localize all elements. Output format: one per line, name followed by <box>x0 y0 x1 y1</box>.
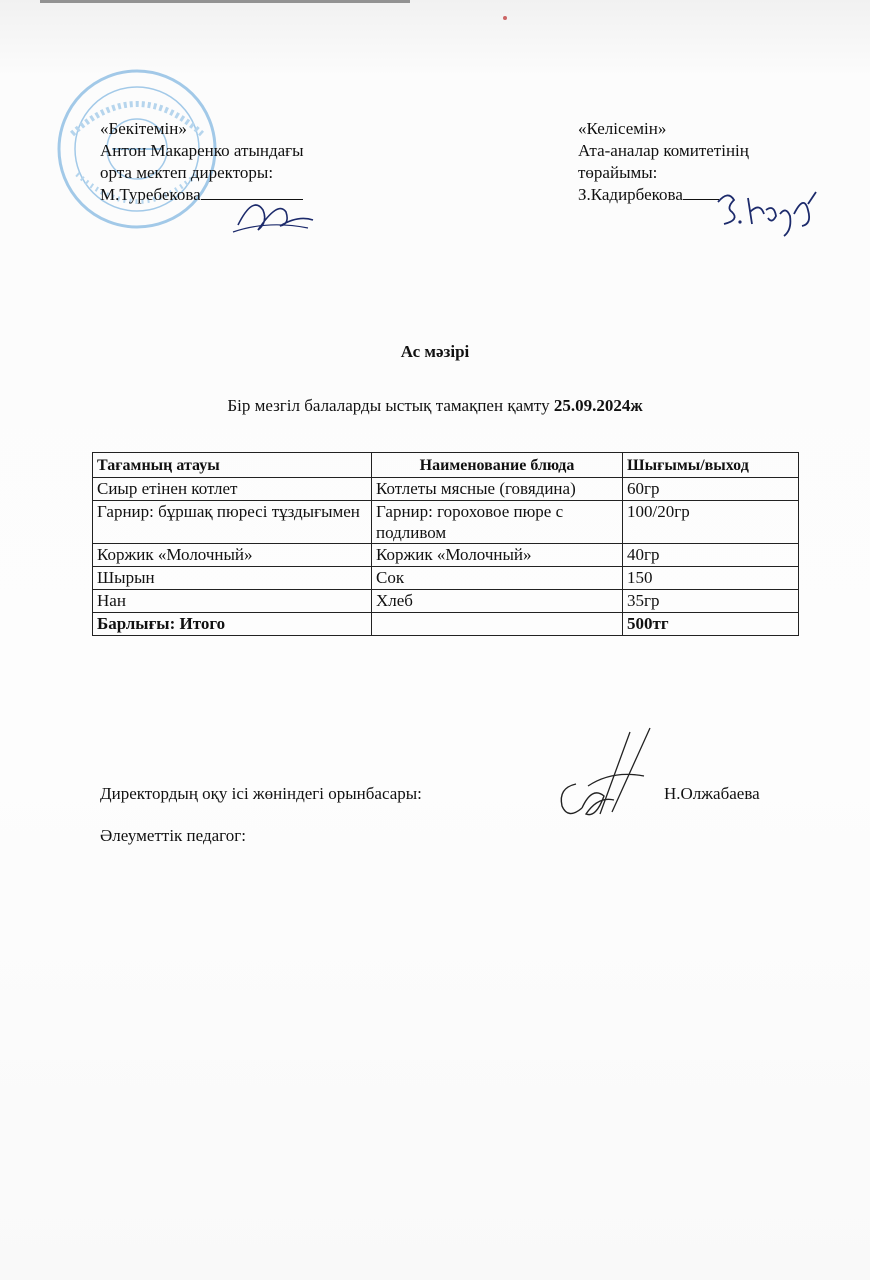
cell-russian-name: Коржик «Молочный» <box>372 544 623 567</box>
deputy-label: Директордың оқу ісі жөніндегі орынбасары: <box>100 784 422 803</box>
approval-left-heading: «Бекітемін» <box>100 119 187 138</box>
table-row <box>93 590 799 613</box>
table-row <box>93 478 799 501</box>
cell-yield: 100/20гр <box>623 501 799 544</box>
cell-kazakh-name: Коржик «Молочный» <box>93 544 372 567</box>
cell-yield: 150 <box>623 567 799 590</box>
page-title: Ас мәзірі <box>400 342 470 361</box>
approval-right-heading: «Келісемін» <box>578 119 667 138</box>
cell-russian-name: Хлеб <box>372 590 623 613</box>
cell-yield: 35гр <box>623 590 799 613</box>
menu-date: 25.09.2024ж <box>553 396 643 415</box>
table-row <box>93 501 799 544</box>
header-kazakh-name: Тағамның атауы <box>93 453 372 478</box>
cell-yield: 40гр <box>623 544 799 567</box>
approval-left-role: орта мектеп директоры: <box>100 163 274 182</box>
approval-left-school: Антон Макаренко атындағы <box>100 141 304 160</box>
scan-edge <box>40 0 410 3</box>
cell-kazakh-name: Сиыр етінен котлет <box>93 478 372 501</box>
cell-kazakh-name: Шырын <box>93 567 372 590</box>
cell-kazakh-name: Гарнир: бұршақ пюресі тұздығымен <box>93 501 372 544</box>
header-russian-name: Наименование блюда <box>372 453 623 478</box>
cell-russian-name: Котлеты мясные (говядина) <box>372 478 623 501</box>
total-empty-cell <box>372 613 623 636</box>
chair-signature-icon <box>712 184 822 240</box>
header-yield: Шығымы/выход <box>623 453 799 478</box>
director-signature-icon <box>228 190 318 240</box>
subtitle-text: Бір мезгіл балаларды ыстық тамақпен қамту <box>227 396 554 415</box>
total-label: Барлығы: Итого <box>93 613 372 636</box>
approval-right-name: З.Кадирбекова <box>578 185 683 204</box>
table-row <box>93 544 799 567</box>
approval-right-role: төрайымы: <box>578 163 658 182</box>
total-value: 500тг <box>623 613 799 636</box>
cell-kazakh-name: Нан <box>93 590 372 613</box>
ink-speck <box>503 16 507 20</box>
cell-russian-name: Сок <box>372 567 623 590</box>
cell-yield: 60гр <box>623 478 799 501</box>
social-pedagogue-label: Әлеуметтік педагог: <box>100 826 246 845</box>
deputy-name: Н.Олжабаева <box>664 784 760 803</box>
table-header-row <box>93 453 799 478</box>
deputy-signature-icon <box>552 726 664 826</box>
table-total-row <box>93 613 799 636</box>
menu-table <box>92 452 799 636</box>
table-row <box>93 567 799 590</box>
page-subtitle <box>0 396 870 416</box>
cell-russian-name: Гарнир: гороховое пюре с подливом <box>372 501 623 544</box>
approval-right-committee: Ата-аналар комитетінің <box>578 141 749 160</box>
approval-left-name: М.Туребекова <box>100 185 201 204</box>
